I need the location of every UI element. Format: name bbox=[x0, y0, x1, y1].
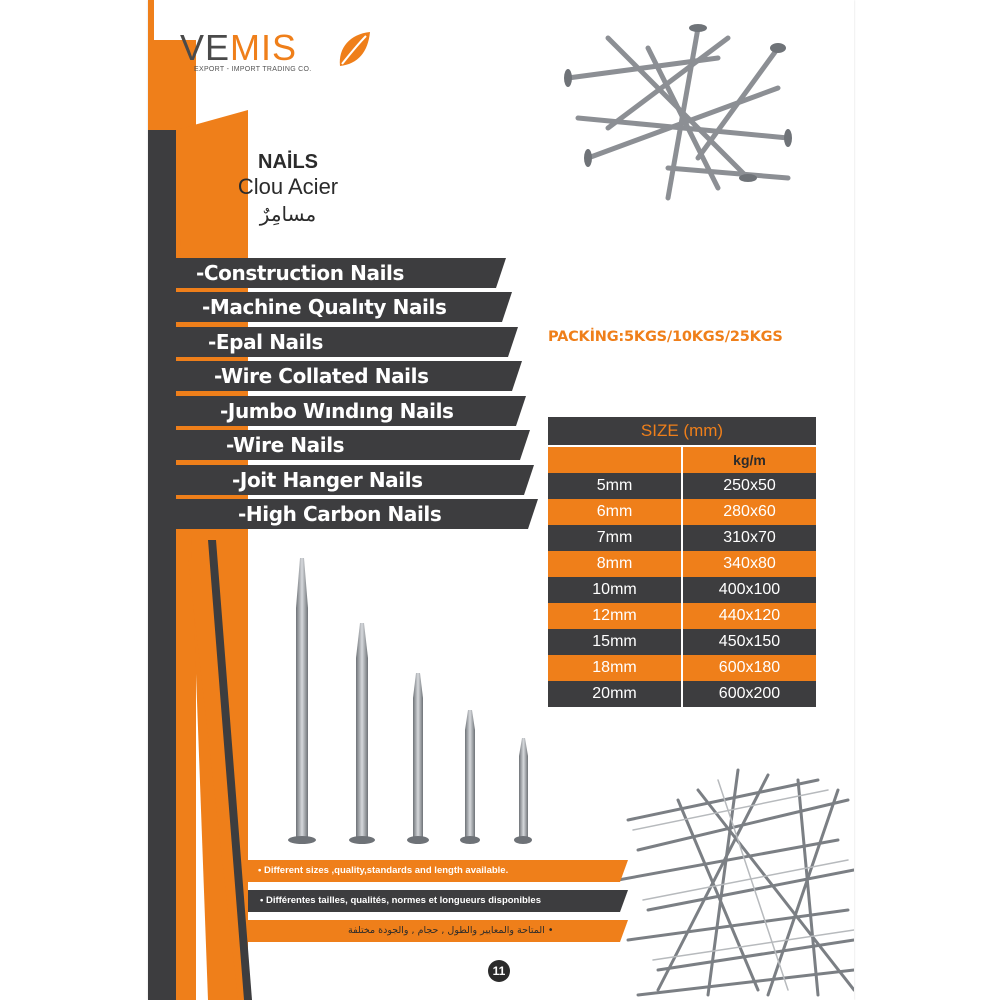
product-title-fr: Clou Acier bbox=[237, 174, 339, 199]
dim-cell: 400x100 bbox=[683, 577, 816, 603]
brand-logo bbox=[180, 28, 312, 73]
type-label: -Wire Collated Nails bbox=[214, 364, 429, 388]
size-table-header: SIZE (mm) bbox=[548, 417, 816, 445]
type-label: -Joit Hanger Nails bbox=[232, 468, 423, 492]
nails-cluster-image bbox=[548, 8, 808, 208]
dim-cell: 250x50 bbox=[683, 473, 816, 499]
product-title-block bbox=[208, 150, 368, 228]
brand-tagline: EXPORT - IMPORT TRADING CO. bbox=[194, 66, 312, 73]
size-cell: 18mm bbox=[548, 655, 681, 681]
size-cell: 7mm bbox=[548, 525, 681, 551]
standing-nails-image bbox=[278, 548, 558, 848]
size-cell: 6mm bbox=[548, 499, 681, 525]
size-cell: 10mm bbox=[548, 577, 681, 603]
dim-cell: 440x120 bbox=[683, 603, 816, 629]
brand-name-part1: VE bbox=[180, 27, 231, 68]
type-label: -High Carbon Nails bbox=[238, 502, 442, 526]
note-en: • Different sizes ,quality,standards and length available. bbox=[258, 865, 509, 876]
type-banner bbox=[148, 327, 518, 357]
type-label: -Wire Nails bbox=[226, 433, 345, 457]
size-table-grid bbox=[548, 447, 816, 707]
dim-cell: 310x70 bbox=[683, 525, 816, 551]
size-cell: 8mm bbox=[548, 551, 681, 577]
type-label: -Machine Qualıty Nails bbox=[202, 295, 447, 319]
dim-cell: 340x80 bbox=[683, 551, 816, 577]
packing-info: PACKİNG:5KGS/10KGS/25KGS bbox=[548, 329, 783, 345]
product-title: NAİLS bbox=[258, 151, 318, 173]
dim-cell: 450x150 bbox=[683, 629, 816, 655]
type-label: -Epal Nails bbox=[208, 330, 324, 354]
type-label: -Construction Nails bbox=[196, 261, 404, 285]
brand-name-part2: MIS bbox=[230, 27, 298, 68]
size-table-blank-cell bbox=[548, 447, 681, 473]
size-table bbox=[548, 417, 816, 707]
catalog-page bbox=[148, 0, 854, 1000]
brand-name bbox=[180, 28, 312, 68]
nail-pile-image bbox=[618, 760, 854, 1000]
product-title-ar: مسامِرٌ bbox=[259, 202, 317, 226]
leaf-icon bbox=[336, 30, 372, 70]
size-cell: 15mm bbox=[548, 629, 681, 655]
size-cell: 5mm bbox=[548, 473, 681, 499]
type-label: -Jumbo Wındıng Nails bbox=[220, 399, 454, 423]
size-cell: 12mm bbox=[548, 603, 681, 629]
size-cell: 20mm bbox=[548, 681, 681, 707]
note-ar: المتاحة والمعايير والطول , حجام , والجودة مختلفة • bbox=[348, 925, 554, 936]
note-fr: • Différentes tailles, qualités, normes et longueurs disponibles bbox=[260, 895, 542, 906]
dim-cell: 600x200 bbox=[683, 681, 816, 707]
size-table-unit: kg/m bbox=[683, 447, 816, 473]
dim-cell: 600x180 bbox=[683, 655, 816, 681]
dim-cell: 280x60 bbox=[683, 499, 816, 525]
page-number: 11 bbox=[488, 960, 510, 982]
